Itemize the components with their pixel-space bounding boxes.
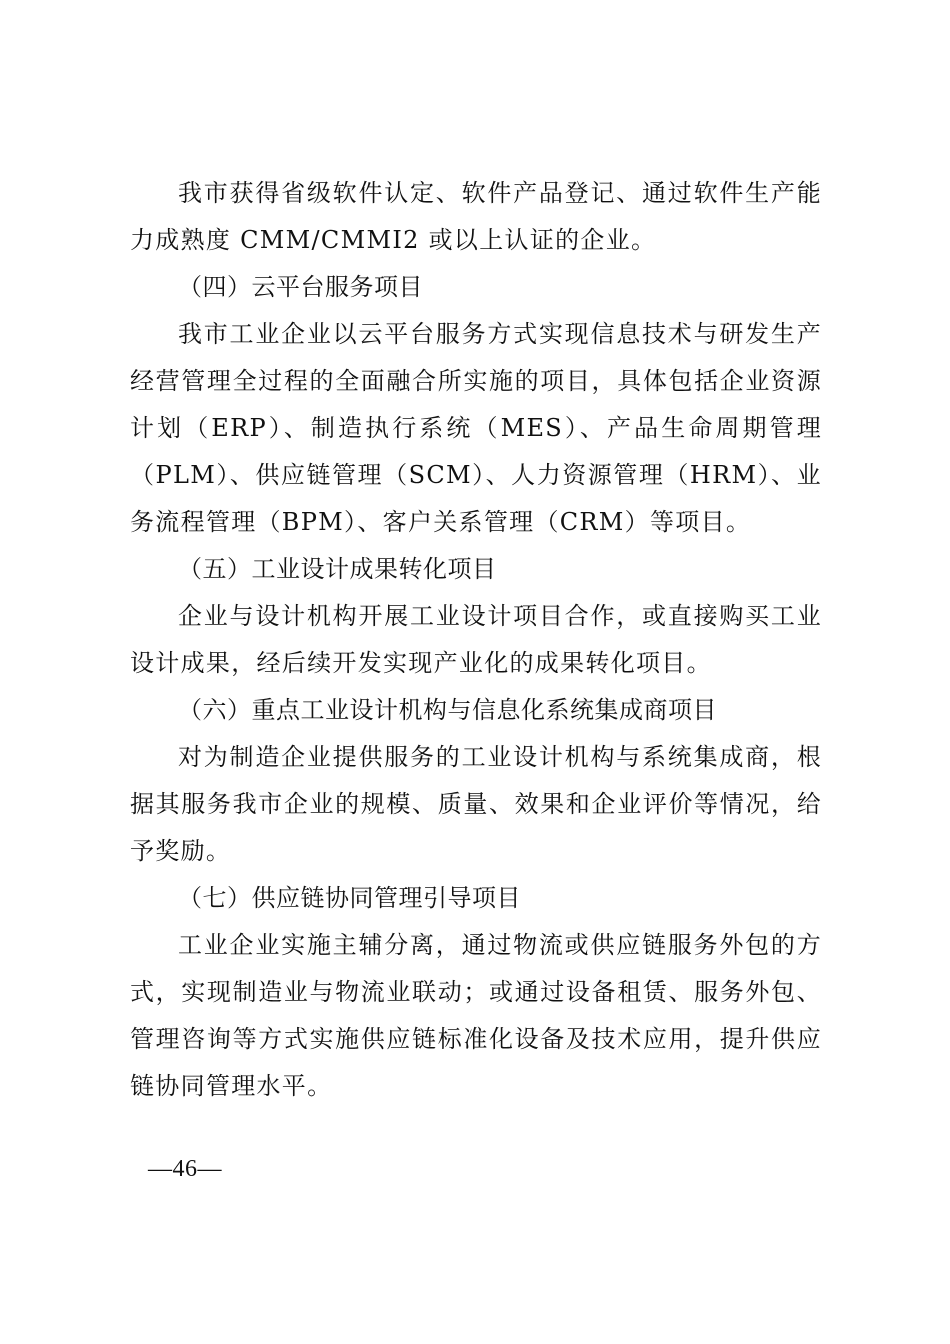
paragraph-supply-chain: 工业企业实施主辅分离，通过物流或供应链服务外包的方式，实现制造业与物流业联动；或通过设备租赁、服务外包、管理咨询等方式实施供应链标准化设备及技术应用，提升供应链协同管理水平。 [130, 931, 822, 1100]
section-heading-supply-chain: （七）供应链协同管理引导项目 [178, 884, 521, 912]
section-heading-industrial-design-results: （五）工业设计成果转化项目 [178, 555, 497, 583]
section-heading-design-institutions-integrators: （六）重点工业设计机构与信息化系统集成商项目 [178, 696, 717, 724]
paragraph-cloud-platform: 我市工业企业以云平台服务方式实现信息技术与研发生产经营管理全过程的全面融合所实施的项目，具体包括企业资源计划（ERP）、制造执行系统（MES）、产品生命周期管理（PLM）、供应链管理（SCM）、人力资源管理（HRM）、业务流程管理（BPM）、客户关系管理（CRM）等项目。 [130, 320, 822, 536]
section-heading-cloud-platform: （四）云平台服务项目 [178, 273, 423, 301]
document-body [130, 170, 822, 1110]
paragraph-software-certification: 我市获得省级软件认定、软件产品登记、通过软件生产能力成熟度 CMM/CMMI2 或以上认证的企业。 [130, 179, 822, 254]
page-number: —46— [148, 1156, 222, 1182]
paragraph-design-institutions-integrators: 对为制造企业提供服务的工业设计机构与系统集成商，根据其服务我市企业的规模、质量、效果和企业评价等情况，给予奖励。 [130, 743, 822, 865]
paragraph-industrial-design-results: 企业与设计机构开展工业设计项目合作，或直接购买工业设计成果，经后续开发实现产业化的成果转化项目。 [130, 602, 822, 677]
